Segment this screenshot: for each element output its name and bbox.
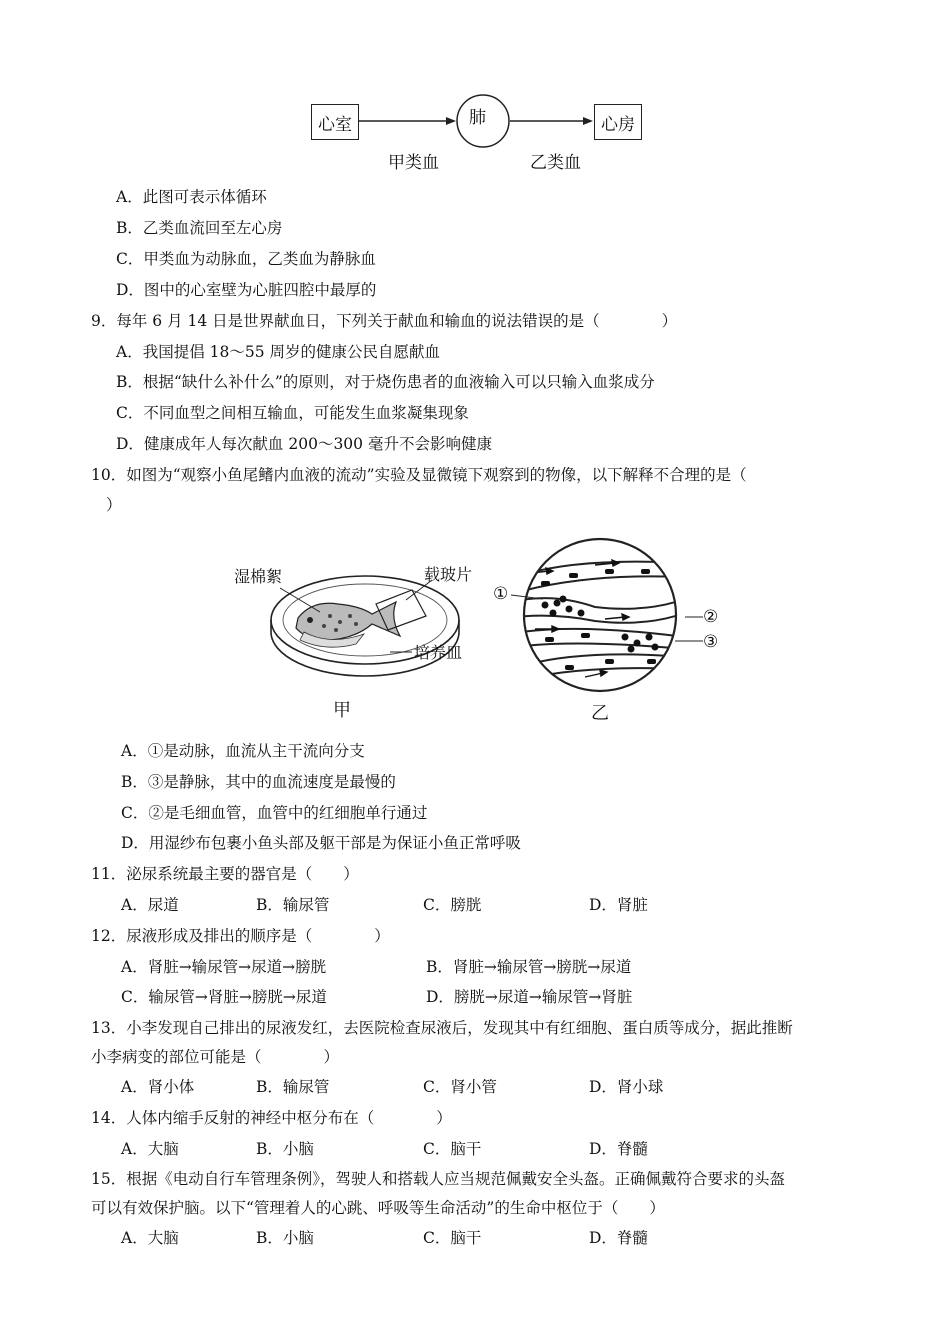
q10-option-b: B．③是静脉，其中的血流速度是最慢的 bbox=[121, 773, 396, 791]
q8-option-b: B．乙类血流回至左心房 bbox=[116, 219, 283, 237]
q14-option-c: C．脑干 bbox=[423, 1140, 482, 1158]
q11-option-d: D．肾脏 bbox=[589, 896, 648, 914]
caption-figure-a: 甲 bbox=[333, 700, 351, 721]
marker-3: ③ bbox=[703, 632, 719, 652]
q10-option-d: D．用湿纱布包裹小鱼头部及躯干部是为保证小鱼正常呼吸 bbox=[121, 834, 521, 852]
q11-stem: 11．泌尿系统最主要的器官是（ ） bbox=[91, 865, 359, 883]
label-glass-slide: 载玻片 bbox=[424, 565, 473, 584]
q13-stem-line2: 小李病变的部位可能是（ ） bbox=[91, 1048, 340, 1066]
q13-option-c: C．肾小管 bbox=[423, 1078, 497, 1096]
blood-type-b-label: 乙类血 bbox=[530, 153, 581, 173]
q11-option-b: B．输尿管 bbox=[256, 896, 330, 914]
diagram-arrows bbox=[0, 0, 950, 200]
q12-stem: 12．尿液形成及排出的顺序是（ ） bbox=[91, 927, 390, 945]
q14-stem: 14．人体内缩手反射的神经中枢分布在（ ） bbox=[91, 1109, 452, 1127]
q13-option-a: A．肾小体 bbox=[121, 1078, 195, 1096]
q15-option-b: B．小脑 bbox=[256, 1229, 314, 1247]
q13-option-d: D．肾小球 bbox=[589, 1078, 664, 1096]
q15-stem-line1: 15．根据《电动自行车管理条例》，驾驶人和搭载人应当规范佩戴安全头盔。正确佩戴符合要求的头盔 bbox=[91, 1170, 785, 1188]
q10-stem-line2: ） bbox=[106, 496, 122, 514]
label-petri-dish: 培养皿 bbox=[414, 643, 463, 662]
q12-option-b: B．肾脏→输尿管→膀胱→尿道 bbox=[426, 958, 632, 976]
q8-option-a: A．此图可表示体循环 bbox=[116, 188, 267, 206]
ventricle-box: 心室 bbox=[311, 104, 359, 140]
q15-option-a: A．大脑 bbox=[121, 1229, 179, 1247]
atrium-box: 心房 bbox=[594, 104, 642, 140]
blood-type-a-label: 甲类血 bbox=[388, 153, 439, 173]
q8-option-d: D．图中的心室壁为心脏四腔中最厚的 bbox=[116, 281, 377, 299]
q13-stem-line1: 13．小李发现自己排出的尿液发红，去医院检查尿液后，发现其中有红细胞、蛋白质等成分，据此推断 bbox=[91, 1019, 793, 1037]
q13-option-b: B．输尿管 bbox=[256, 1078, 330, 1096]
q12-option-a: A．肾脏→输尿管→尿道→膀胱 bbox=[121, 958, 327, 976]
q9-stem: 9．每年 6 月 14 日是世界献血日，下列关于献血和输血的说法错误的是（ ） bbox=[91, 312, 678, 330]
q9-option-a: A．我国提倡 18～55 周岁的健康公民自愿献血 bbox=[116, 343, 440, 361]
q12-option-c: C．输尿管→肾脏→膀胱→尿道 bbox=[121, 988, 327, 1006]
q14-option-a: A．大脑 bbox=[121, 1140, 179, 1158]
q8-option-c: C．甲类血为动脉血，乙类血为静脉血 bbox=[116, 250, 376, 268]
q15-stem-line2: 可以有效保护脑。以下“管理着人的心跳、呼吸等生命活动”的生命中枢位于（ ） bbox=[91, 1199, 665, 1217]
label-wet-cotton: 湿棉絮 bbox=[234, 567, 283, 586]
marker-1: ① bbox=[493, 584, 509, 604]
q15-option-d: D．脊髓 bbox=[589, 1229, 648, 1247]
q10-stem-line1: 10．如图为“观察小鱼尾鳍内血液的流动”实验及显微镜下观察到的物像，以下解释不合理的是（ bbox=[91, 466, 747, 484]
q10-option-c: C．②是毛细血管，血管中的红细胞单行通过 bbox=[121, 804, 428, 822]
q9-option-d: D．健康成年人每次献血 200～300 毫升不会影响健康 bbox=[116, 435, 492, 453]
q15-option-c: C．脑干 bbox=[423, 1229, 482, 1247]
lung-label: 肺 bbox=[469, 108, 486, 128]
caption-figure-b: 乙 bbox=[591, 703, 609, 724]
q12-option-d: D．膀胱→尿道→输尿管→肾脏 bbox=[426, 988, 633, 1006]
q14-option-b: B．小脑 bbox=[256, 1140, 314, 1158]
q11-option-a: A．尿道 bbox=[121, 896, 179, 914]
q11-option-c: C．膀胱 bbox=[423, 896, 482, 914]
marker-2: ② bbox=[703, 607, 719, 627]
q9-option-b: B．根据“缺什么补什么”的原则，对于烧伤患者的血液输入可以只输入血浆成分 bbox=[116, 373, 655, 391]
microscope-view-figure bbox=[485, 533, 725, 698]
q9-option-c: C．不同血型之间相互输血，可能发生血浆凝集现象 bbox=[116, 404, 469, 422]
q10-option-a: A．①是动脉，血流从主干流向分支 bbox=[121, 742, 365, 760]
q14-option-d: D．脊髓 bbox=[589, 1140, 648, 1158]
